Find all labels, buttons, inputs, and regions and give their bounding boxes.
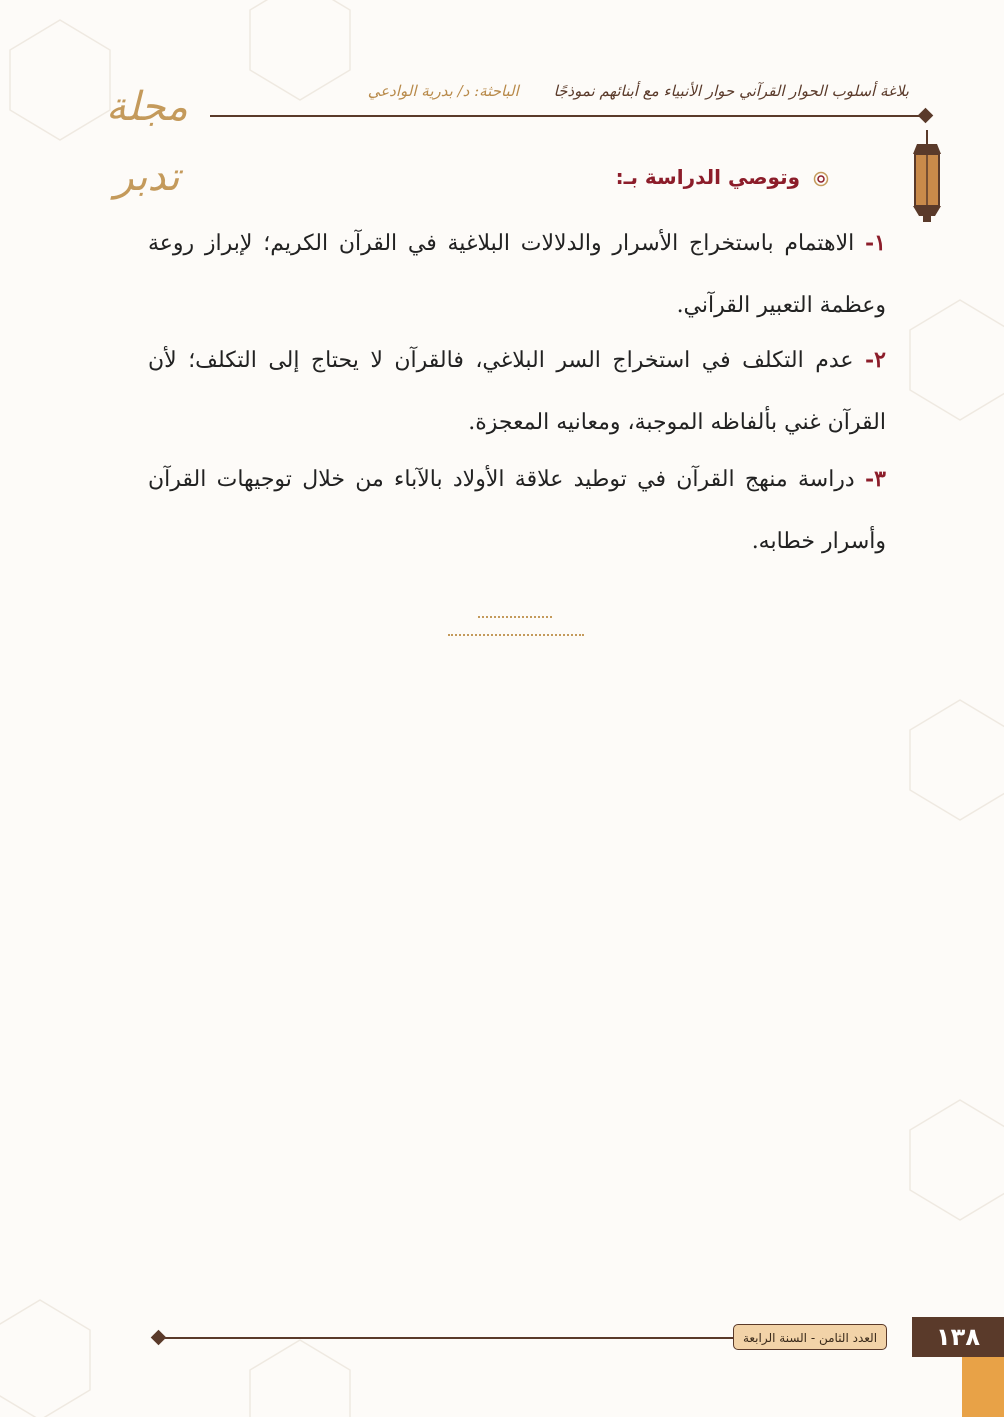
item-number: ١- (865, 230, 886, 256)
recommendation-item (148, 448, 886, 573)
page-tab (962, 1357, 1004, 1417)
item-text: عدم التكلف في استخراج السر البلاغي، فالقرآن لا يحتاج إلى التكلف؛ لأن القرآن غني بألفاظه الموجبة، ومعانيه المعجزة. (148, 348, 886, 435)
footer-divider (165, 1337, 735, 1339)
item-text: الاهتمام باستخراج الأسرار والدلالات البلاغية في القرآن الكريم؛ لإبراز روعة وعظمة التعبير القرآني. (148, 231, 886, 318)
end-ornament (448, 634, 584, 636)
end-ornament (478, 616, 552, 618)
issue-badge: العدد الثامن - السنة الرابعة (733, 1324, 887, 1350)
section-heading (616, 165, 829, 189)
item-number: ٢- (865, 347, 886, 373)
page-number: ١٣٨ (912, 1317, 1004, 1357)
header-divider (210, 115, 926, 117)
section-heading-text: وتوصي الدراسة بـ: (615, 165, 801, 189)
lantern-icon (905, 130, 949, 226)
journal-logo: مجلة تدبر (106, 84, 188, 200)
item-text: دراسة منهج القرآن في توطيد علاقة الأولاد بالآباء من خلال توجيهات القرآن وأسرار خطابه. (148, 467, 886, 554)
recommendation-item (148, 329, 886, 454)
diamond-icon (151, 1330, 167, 1346)
running-header (209, 82, 909, 100)
article-title: بلاغة أسلوب الحوار القرآني حوار الأنبياء مع أبنائهم نموذجًا (553, 82, 909, 100)
recommendation-item (148, 212, 886, 337)
item-number: ٣- (865, 466, 886, 492)
author-name: الباحثة: د/ بدرية الوادعي (367, 82, 519, 100)
flower-ornament-icon (813, 171, 829, 187)
diamond-icon (918, 108, 934, 124)
